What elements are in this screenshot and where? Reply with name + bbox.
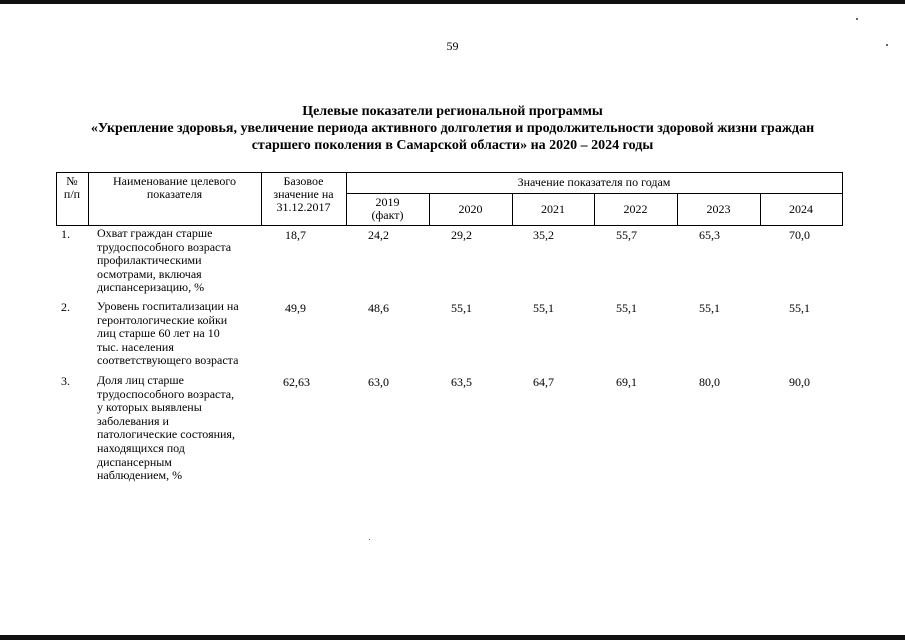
title-line-2: «Укрепление здоровья, увеличение периода активного долголетия и продолжительности здоровой жизни граждан bbox=[90, 121, 815, 136]
indicator-name-line: профилактическими bbox=[97, 253, 202, 268]
value-2023: 55,1 bbox=[699, 301, 720, 315]
document-title bbox=[20, 103, 885, 154]
header-base-line: Базовое bbox=[283, 174, 324, 188]
column-border bbox=[842, 172, 843, 226]
row-indicator-name bbox=[97, 300, 259, 368]
value-2019: 24,2 bbox=[368, 228, 389, 242]
header-num bbox=[56, 175, 88, 201]
row-base-value: 18,7 bbox=[285, 228, 306, 242]
indicator-name-line: трудоспособного возраста bbox=[97, 239, 232, 254]
header-year-2019-line: (факт) bbox=[371, 208, 404, 222]
indicator-name-line: диспансерным bbox=[97, 454, 172, 469]
scan-edge-bottom bbox=[0, 635, 905, 640]
value-2021: 55,1 bbox=[533, 301, 554, 315]
row-number: 2. bbox=[61, 300, 70, 314]
indicator-name-line: геронтологические койки bbox=[97, 312, 228, 327]
header-year-divider bbox=[346, 193, 843, 194]
header-base-line: значение на bbox=[273, 187, 334, 201]
table-top-border bbox=[56, 172, 843, 173]
value-2022: 55,1 bbox=[616, 301, 637, 315]
value-2024: 55,1 bbox=[789, 301, 810, 315]
title-line-3: старшего поколения в Самарской области» на 2020 – 2024 годы bbox=[251, 138, 654, 153]
header-base bbox=[261, 175, 346, 214]
indicator-name-line: тыс. населения bbox=[97, 339, 174, 354]
value-2020: 29,2 bbox=[451, 228, 472, 242]
header-name-line: Наименование целевого bbox=[112, 174, 237, 188]
header-name-line: показателя bbox=[146, 187, 203, 201]
header-base-line: 31.12.2017 bbox=[276, 200, 331, 214]
header-year-2021: 2021 bbox=[541, 202, 565, 216]
indicator-name-line: наблюдением, % bbox=[97, 468, 183, 483]
value-2019: 63,0 bbox=[368, 375, 389, 389]
scan-speck bbox=[856, 18, 858, 20]
header-year-2023: 2023 bbox=[706, 202, 731, 216]
row-indicator-name bbox=[97, 227, 259, 295]
header-name bbox=[88, 175, 261, 201]
header-num-line: № bbox=[66, 174, 78, 188]
indicator-name-line: диспансеризацию, % bbox=[97, 280, 205, 295]
value-2021: 35,2 bbox=[533, 228, 554, 242]
value-2023: 65,3 bbox=[699, 228, 720, 242]
indicator-name-line: лиц старше 60 лет на 10 bbox=[97, 326, 220, 341]
indicator-name-line: Уровень госпитализации на bbox=[97, 299, 239, 313]
value-2022: 55,7 bbox=[616, 228, 637, 242]
value-2023: 80,0 bbox=[699, 375, 720, 389]
indicator-name-line: патологические состояния, bbox=[97, 427, 235, 442]
scan-speck bbox=[369, 539, 370, 540]
header-values-by-year: Значение показателя по годам bbox=[517, 175, 671, 189]
indicator-name-line: находящихся под bbox=[97, 440, 185, 455]
row-base-value: 62,63 bbox=[283, 375, 310, 389]
row-base-value: 49,9 bbox=[285, 301, 306, 315]
indicator-name-line: Доля лиц старше bbox=[97, 373, 184, 387]
indicator-name-line: осмотрами, включая bbox=[97, 266, 202, 281]
header-num-line: п/п bbox=[63, 187, 81, 201]
indicator-name-line: трудоспособного возраста, bbox=[97, 386, 235, 401]
header-year-2020: 2020 bbox=[458, 202, 483, 216]
indicator-name-line: заболевания и bbox=[97, 413, 169, 428]
row-indicator-name bbox=[97, 374, 259, 483]
header-year-2019 bbox=[346, 196, 429, 222]
scan-edge-top bbox=[0, 0, 905, 4]
header-year-2019-line: 2019 bbox=[375, 195, 400, 209]
row-number: 1. bbox=[61, 227, 70, 241]
value-2024: 70,0 bbox=[789, 228, 810, 242]
value-2024: 90,0 bbox=[789, 375, 810, 389]
value-2020: 63,5 bbox=[451, 375, 472, 389]
value-2019: 48,6 bbox=[368, 301, 389, 315]
page-number: 59 bbox=[446, 39, 459, 53]
indicator-name-line: соответствующего возраста bbox=[97, 353, 239, 368]
title-line-1: Целевые показатели региональной программы bbox=[302, 104, 603, 119]
row-number: 3. bbox=[61, 374, 70, 388]
value-2021: 64,7 bbox=[533, 375, 554, 389]
value-2020: 55,1 bbox=[451, 301, 472, 315]
indicator-name-line: Охват граждан старше bbox=[97, 226, 213, 240]
value-2022: 69,1 bbox=[616, 375, 637, 389]
header-year-2024: 2024 bbox=[789, 202, 813, 216]
header-year-2022: 2022 bbox=[623, 202, 648, 216]
indicator-name-line: у которых выявлены bbox=[97, 400, 202, 415]
